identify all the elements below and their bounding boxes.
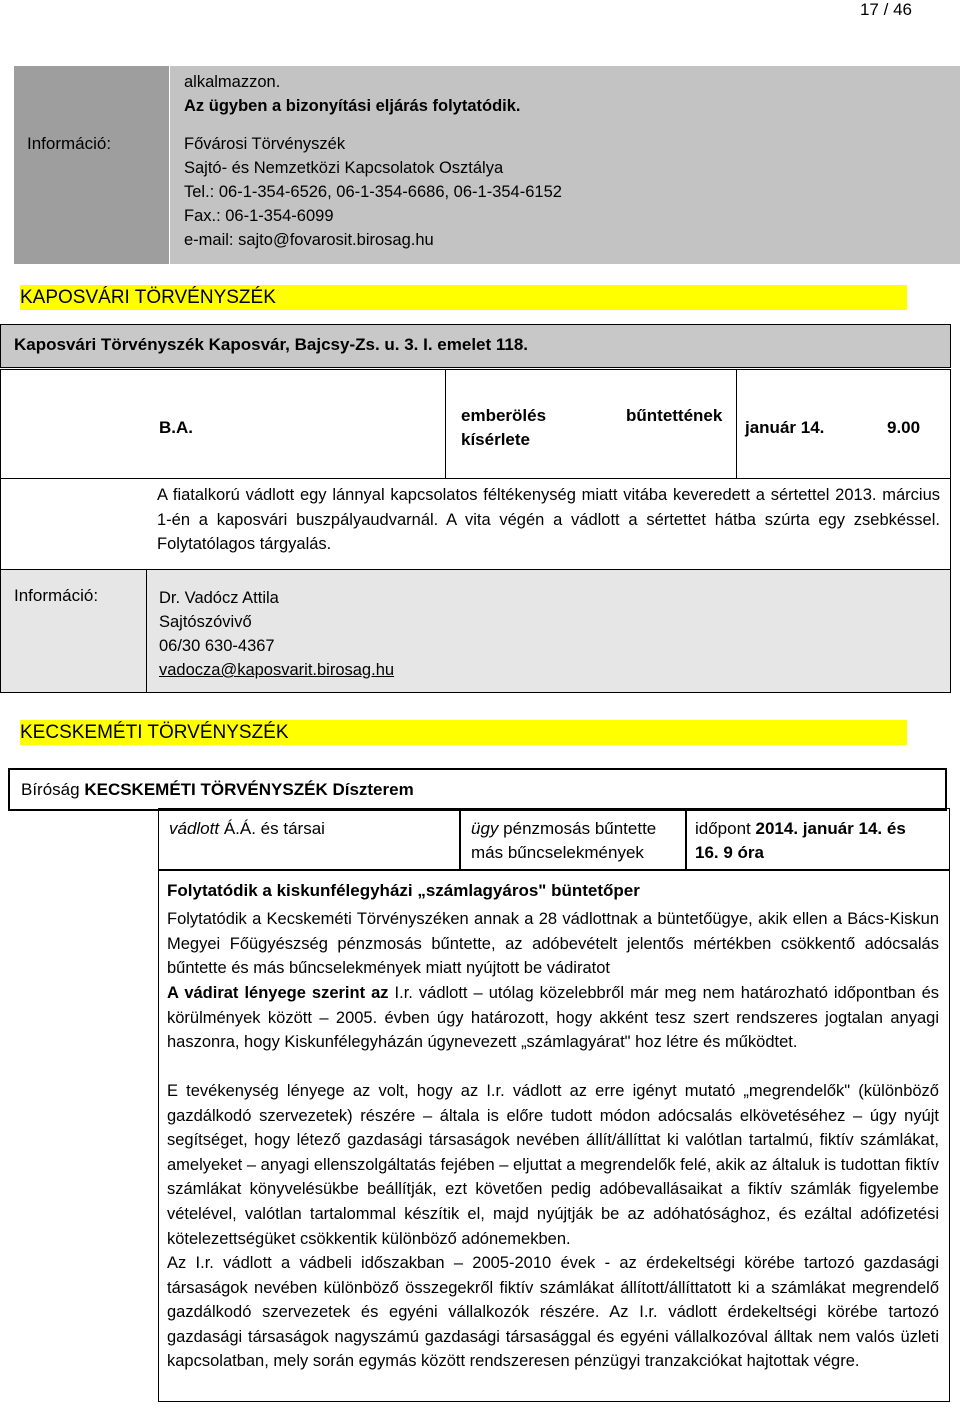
kecskemet-paragraph-1: Folytatódik a Kecskeméti Törvényszéken annak a 28 vádlottnak a büntetőügye, akik ellen a Bács-Kiskun Megyei Főügyészség pénzmosás bűntette, az adóbevételt jelentős mértékben csökkentő adócsalás bűntette és más bűncselekmények miatt nyújtott be vádiratot [167, 910, 939, 978]
kaposvar-offense-2: bűntettének [626, 406, 723, 425]
kecskemet-time-text-2: 16. 9 óra [695, 843, 764, 862]
kaposvar-date: január 14. [745, 418, 825, 437]
kecskemet-room [21, 780, 414, 800]
kecskemet-court-banner [20, 720, 907, 745]
budapest-contact-line-4: Fax.: 06-1-354-6099 [184, 207, 334, 225]
kecskemet-case-label: ügy [471, 819, 499, 838]
kaposvar-contact-phone: 06/30 630-4367 [159, 637, 275, 655]
budapest-info-content-cell [170, 66, 960, 264]
kaposvar-court-banner [20, 285, 907, 310]
kecskemet-paragraph-2-text: I.r. vádlott – utólag közelebbről már meg nem határozható időpontban és körülmények között – 2005. évben úgy határozott, hogy akként tesz szert rendszeres jogtalan anyagi haszonra, hogy Kiskunfélegyházán úgynevezett „számlagyárat" hoz létre és működtet. [167, 984, 939, 1052]
page-current: 17 [859, 0, 879, 19]
kaposvar-cell-offense [446, 370, 737, 478]
kaposvar-offense-1: emberölés [461, 406, 547, 425]
kaposvar-court-banner-text: KAPOSVÁRI TÖRVÉNYSZÉK [20, 287, 276, 308]
kecskemet-defendant-label: vádlott [169, 819, 220, 838]
budapest-contact-line-3: Tel.: 06-1-354-6526, 06-1-354-6686, 06-1-354-6152 [184, 183, 562, 201]
kecskemet-time-label: időpont [695, 819, 751, 838]
kecskemet-cell-defendant [158, 808, 460, 870]
kecskemet-paragraph-2-lead: A vádirat lényege szerint az [167, 984, 389, 1002]
kecskemet-cell-case [460, 808, 686, 870]
kaposvar-cell-time [737, 370, 949, 478]
budapest-top-line-1: alkalmazzon. [184, 73, 281, 91]
kecskemet-body [158, 870, 950, 1402]
budapest-contact-line-5: e-mail: sajto@fovarosit.birosag.hu [184, 231, 434, 249]
kecskemet-court-banner-text: KECSKEMÉTI TÖRVÉNYSZÉK [20, 722, 289, 743]
kecskemet-case-text-2: más bűncselekmények [471, 843, 644, 862]
kecskemet-room-name: KECSKEMÉTI TÖRVÉNYSZÉK Díszterem [84, 780, 414, 799]
kecskemet-time-text-1: 2014. január 14. és [755, 819, 906, 838]
kaposvar-info-label-cell [1, 570, 147, 692]
kecskemet-cell-time [686, 808, 950, 870]
kaposvar-defendant: B.A. [159, 418, 193, 437]
budapest-contact-line-2: Sajtó- és Nemzetközi Kapcsolatok Osztálya [184, 159, 504, 177]
kaposvar-info-row [0, 569, 951, 693]
kecskemet-case-row [158, 808, 948, 870]
kecskemet-room-bar [8, 768, 947, 811]
kaposvar-address-bar [0, 324, 951, 368]
kaposvar-info-label: Információ: [14, 586, 99, 605]
kecskemet-paragraph-3: E tevékenység lényege az volt, hogy az I.r. vádlott az erre igényt mutató „megrendelők" (különböző gazdálkodó szervezetek) részére – általa is előre tudott módon adócsalás elkövetéséhez – úgy nyújt segítséget, hogy létező gazdasági társaságok nevében állít/állíttat ki valótlan tartalmú, fiktív számlákat, amelyeket – anyagi ellenszolgáltatás fejében – eljuttat a megrendelők felé, akik az általuk is tudottan fiktív számlákat könyvelésükbe beállítják, ezt követően pedig adóbevallásaikat a fiktív számlák figyelembe vételével, valótlan tartalommal készítik el, majd nyújtják be az adóhatósághoz, és ezáltal adófizetési kötelezettségüket csökkentik különböző adónemekben. [167, 1082, 939, 1248]
budapest-top-line-2: Az ügyben a bizonyítási eljárás folytatódik. [184, 97, 521, 115]
kaposvar-cell-defendant [1, 370, 446, 478]
kaposvar-offense-3: kísérlete [461, 430, 530, 449]
page-separator: / [883, 0, 889, 19]
page-number [820, 0, 912, 20]
kaposvar-description-row [0, 477, 951, 570]
kaposvar-address: Kaposvári Törvényszék Kaposvár, Bajcsy-Zs. u. 3. I. emelet 118. [14, 335, 529, 354]
kaposvar-time: 9.00 [887, 418, 921, 437]
kaposvar-description: A fiatalkorú vádlott egy lánnyal kapcsolatos féltékenység miatt vitába keveredett a sértettel 2013. március 1-én a kaposvári buszpályaudvarnál. A vita végén a vádlott a sértettet hátba szúrta egy zsebkéssel. Folytatólagos tárgyalás. [157, 486, 940, 554]
budapest-contact-line-1: Fővárosi Törvényszék [184, 135, 346, 153]
kaposvar-contact-role: Sajtószóvivő [159, 613, 252, 631]
kecskemet-paragraph-2 [167, 981, 939, 1055]
kaposvar-case-row [0, 369, 951, 479]
page-total: 46 [893, 0, 912, 19]
kecskemet-room-prefix: Bíróság [21, 780, 80, 799]
kaposvar-contact-name: Dr. Vadócz Attila [159, 589, 279, 607]
kecskemet-headline: Folytatódik a kiskunfélegyházi „számlagyáros" büntetőper [167, 881, 640, 900]
budapest-info-label-cell [14, 66, 169, 264]
kecskemet-case-text-1: pénzmosás bűntette [503, 819, 657, 838]
kecskemet-defendant [169, 819, 325, 839]
kecskemet-case-line-1 [471, 819, 656, 839]
kaposvar-contact-email-link[interactable]: vadocza@kaposvarit.birosag.hu [159, 661, 395, 679]
kecskemet-time-line-1 [695, 819, 906, 839]
kecskemet-paragraph-4: Az I.r. vádlott a vádbeli időszakban – 2005-2010 évek - az érdekeltségi körébe tartozó gazdasági társaságok nevében különböző összegekről fiktív számlákat állított/állíttatott ki a számlákat megrendelő gazdálkodó szervezetek és egyéni vállalkozók részére. Az I.r. vádlott érdekeltségi körébe tartozó gazdasági társaságok nagyszámú gazdasági társasággal és egyéni vállalkozóval álltak nem valós üzleti kapcsolatban, mely során egymás között rendszeresen pénzügyi tranzakciókat hajtottak végre. [167, 1254, 939, 1371]
budapest-info-label: Információ: [27, 134, 112, 153]
kecskemet-defendant-text: Á.Á. és társai [223, 819, 325, 838]
